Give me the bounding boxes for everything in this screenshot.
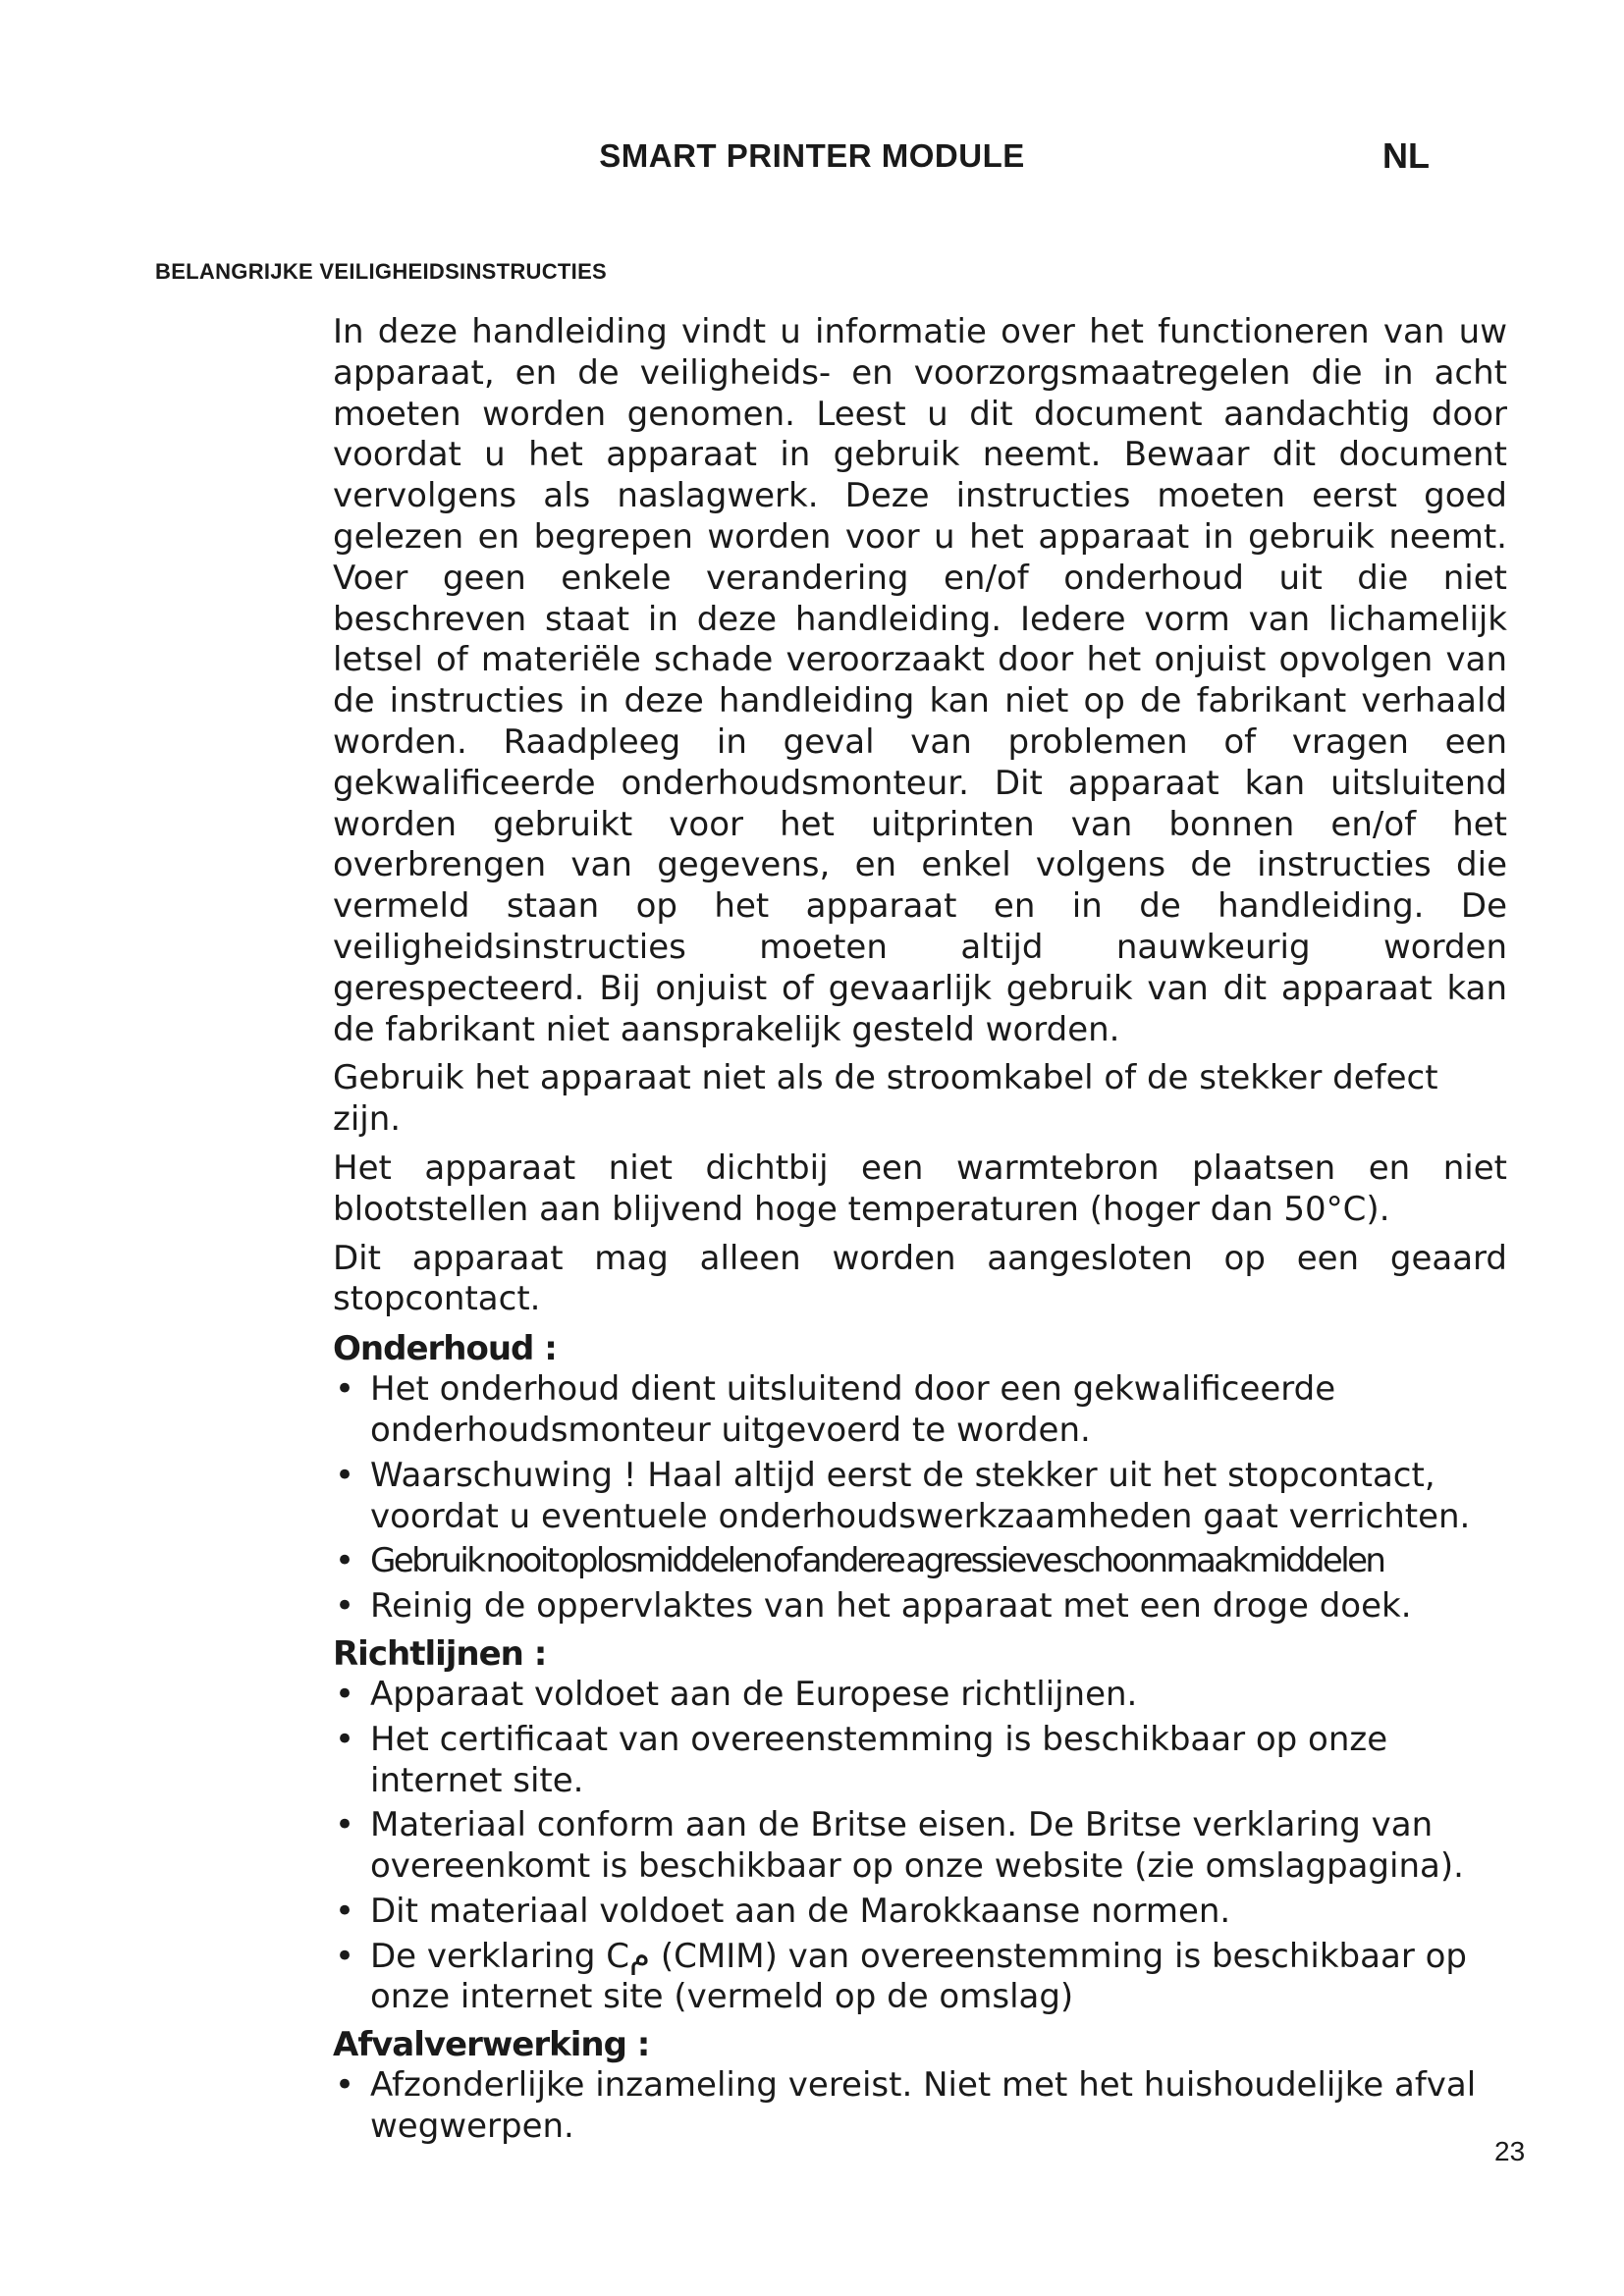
- language-code: NL: [1382, 135, 1430, 176]
- bullet-icon: •: [335, 1805, 355, 1845]
- heat-source-paragraph: Het apparaat niet dichtbij een warmtebron plaatsen en niet blootstellen aan blijvend hoge temperaturen (hoger dan 50°C).: [333, 1148, 1507, 1229]
- guidelines-heading: Richtlijnen :: [333, 1633, 547, 1674]
- bullet-icon: •: [335, 1674, 355, 1714]
- list-item: [333, 2065, 1507, 2148]
- bullet-icon: •: [335, 2065, 355, 2106]
- list-item-text: Apparaat voldoet aan de Europese richtlijnen.: [370, 1674, 1138, 1714]
- bullet-icon: •: [335, 1936, 355, 1976]
- list-item: [333, 1937, 1507, 2019]
- bullet-icon: •: [335, 1455, 355, 1495]
- disposal-list: [333, 2065, 1507, 2148]
- power-cable-paragraph: Gebruik het apparaat niet als de stroomkabel of de stekker defect zijn.: [333, 1058, 1438, 1140]
- list-item: [333, 1720, 1507, 1802]
- document-title: SMART PRINTER MODULE: [599, 137, 1025, 174]
- bullet-icon: •: [335, 1369, 355, 1410]
- list-item: [333, 1369, 1507, 1452]
- section-title: BELANGRIJKE VEILIGHEIDSINSTRUCTIES: [155, 259, 608, 284]
- maintenance-heading: Onderhoud :: [333, 1329, 557, 1369]
- list-item-text: De verklaring Cم (CMIM) van overeenstemming is beschikbaar op onze internet site (vermeld op de omslag): [370, 1936, 1467, 2017]
- list-item-text: Waarschuwing ! Haal altijd eerst de stekker uit het stopcontact, voordat u eventuele onderhoudswerkzaamheden gaat verrichten.: [370, 1455, 1471, 1536]
- list-item: [333, 1586, 1507, 1628]
- list-item: [333, 1675, 1507, 1716]
- bullet-icon: •: [335, 1541, 352, 1581]
- list-item-text: Dit materiaal voldoet aan de Marokkaanse normen.: [370, 1891, 1231, 1931]
- maintenance-list: [333, 1369, 1507, 1628]
- list-item: [333, 1541, 1507, 1582]
- intro-paragraph: In deze handleiding vindt u informatie over het functioneren van uw apparaat, en de veiligheids- en voorzorgsmaatregelen die in acht moeten worden genomen. Leest u dit document aandachtig door voordat u het apparaat in gebruik neemt. Bewaar dit document vervolgens als naslagwerk. Deze instructies moeten eerst goed gelezen en begrepen worden voor u het apparaat in gebruik neemt. Voer geen enkele verandering en/of onderhoud uit die niet beschreven staat in deze handleiding. Iedere vorm van lichamelijk letsel of materiële schade veroorzaakt door het onjuist opvolgen van de instructies in deze handleiding kan niet op de fabrikant verhaald worden. Raadpleeg in geval van problemen of vragen een gekwalificeerde onderhoudsmonteur. Dit apparaat kan uitsluitend worden gebruikt voor het uitprinten van bonnen en/of het overbrengen van gegevens, en enkel volgens de instructies die vermeld staan op het apparaat en in de handleiding. De veiligheidsinstructies moeten altijd nauwkeurig worden gerespecteerd. Bij onjuist of gevaarlijk gebruik van dit apparaat kan de fabrikant niet aansprakelijk gesteld worden.: [333, 312, 1507, 1049]
- bullet-icon: •: [335, 1891, 355, 1931]
- bullet-icon: •: [335, 1586, 355, 1627]
- list-item-text: Het certificaat van overeenstemming is beschikbaar op onze internet site.: [370, 1719, 1388, 1800]
- grounding-paragraph: Dit apparaat mag alleen worden aangesloten op een geaard stopcontact.: [333, 1238, 1507, 1319]
- list-item-text: Reinig de oppervlaktes van het apparaat met een droge doek.: [370, 1586, 1412, 1627]
- main-content: [333, 312, 1507, 2154]
- page-number: 23: [1494, 2136, 1526, 2166]
- list-item: [333, 1892, 1507, 1933]
- list-item: [333, 1805, 1507, 1888]
- list-item-text: Het onderhoud dient uitsluitend door een gekwalificeerde onderhoudsmonteur uitgevoerd te worden.: [370, 1369, 1336, 1450]
- guidelines-list: [333, 1675, 1507, 2018]
- bullet-icon: •: [335, 1719, 355, 1759]
- disposal-heading: Afvalverwerking :: [333, 2025, 650, 2065]
- list-item-text: Gebruik nooit oplosmiddelen of andere agressieve schoonmaakmiddelen: [370, 1541, 1384, 1581]
- list-item-text: Afzonderlijke inzameling vereist. Niet met het huishoudelijke afval wegwerpen.: [370, 2065, 1477, 2147]
- list-item: [333, 1456, 1507, 1538]
- list-item-text: Materiaal conform aan de Britse eisen. De Britse verklaring van overeenkomt is beschikbaar op onze website (zie omslagpagina).: [370, 1805, 1464, 1887]
